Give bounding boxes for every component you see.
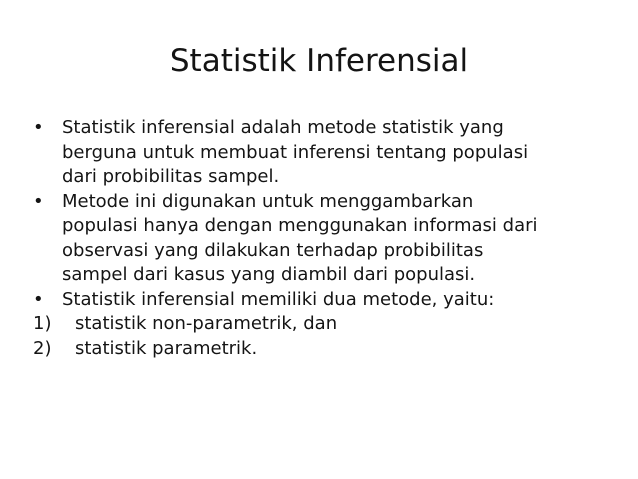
numbered-item (0, 337, 638, 362)
bullet-line: Statistik inferensial memiliki dua metode, yaitu: (62, 288, 495, 310)
number-marker: 1) (33, 313, 52, 334)
slide-body (0, 116, 638, 361)
numbered-item (0, 312, 638, 337)
slide-title: Statistik Inferensial (169, 43, 469, 79)
bullet-line: berguna untuk membuat inferensi tentang populasi (62, 141, 529, 163)
bullet-marker: • (33, 190, 44, 212)
bullet-line: Statistik inferensial adalah metode statistik yang (62, 117, 504, 138)
number-marker: 2) (33, 337, 52, 359)
bullet-item (0, 116, 638, 190)
bullet-line: sampel dari kasus yang diambil dari populasi. (62, 264, 476, 285)
bullet-line: Metode ini digunakan untuk menggambarkan (62, 190, 474, 212)
numbered-text: statistik parametrik. (75, 337, 258, 359)
bullet-line: observasi yang dilakukan terhadap probibilitas (62, 239, 484, 261)
numbered-text: statistik non-parametrik, dan (75, 313, 338, 334)
bullet-line: dari probibilitas sampel. (62, 166, 280, 187)
bullet-marker: • (33, 117, 44, 138)
bullet-item (0, 190, 638, 288)
bullet-marker: • (33, 288, 44, 310)
bullet-item (0, 288, 638, 313)
bullet-line: populasi hanya dengan menggunakan informasi dari (62, 215, 538, 236)
